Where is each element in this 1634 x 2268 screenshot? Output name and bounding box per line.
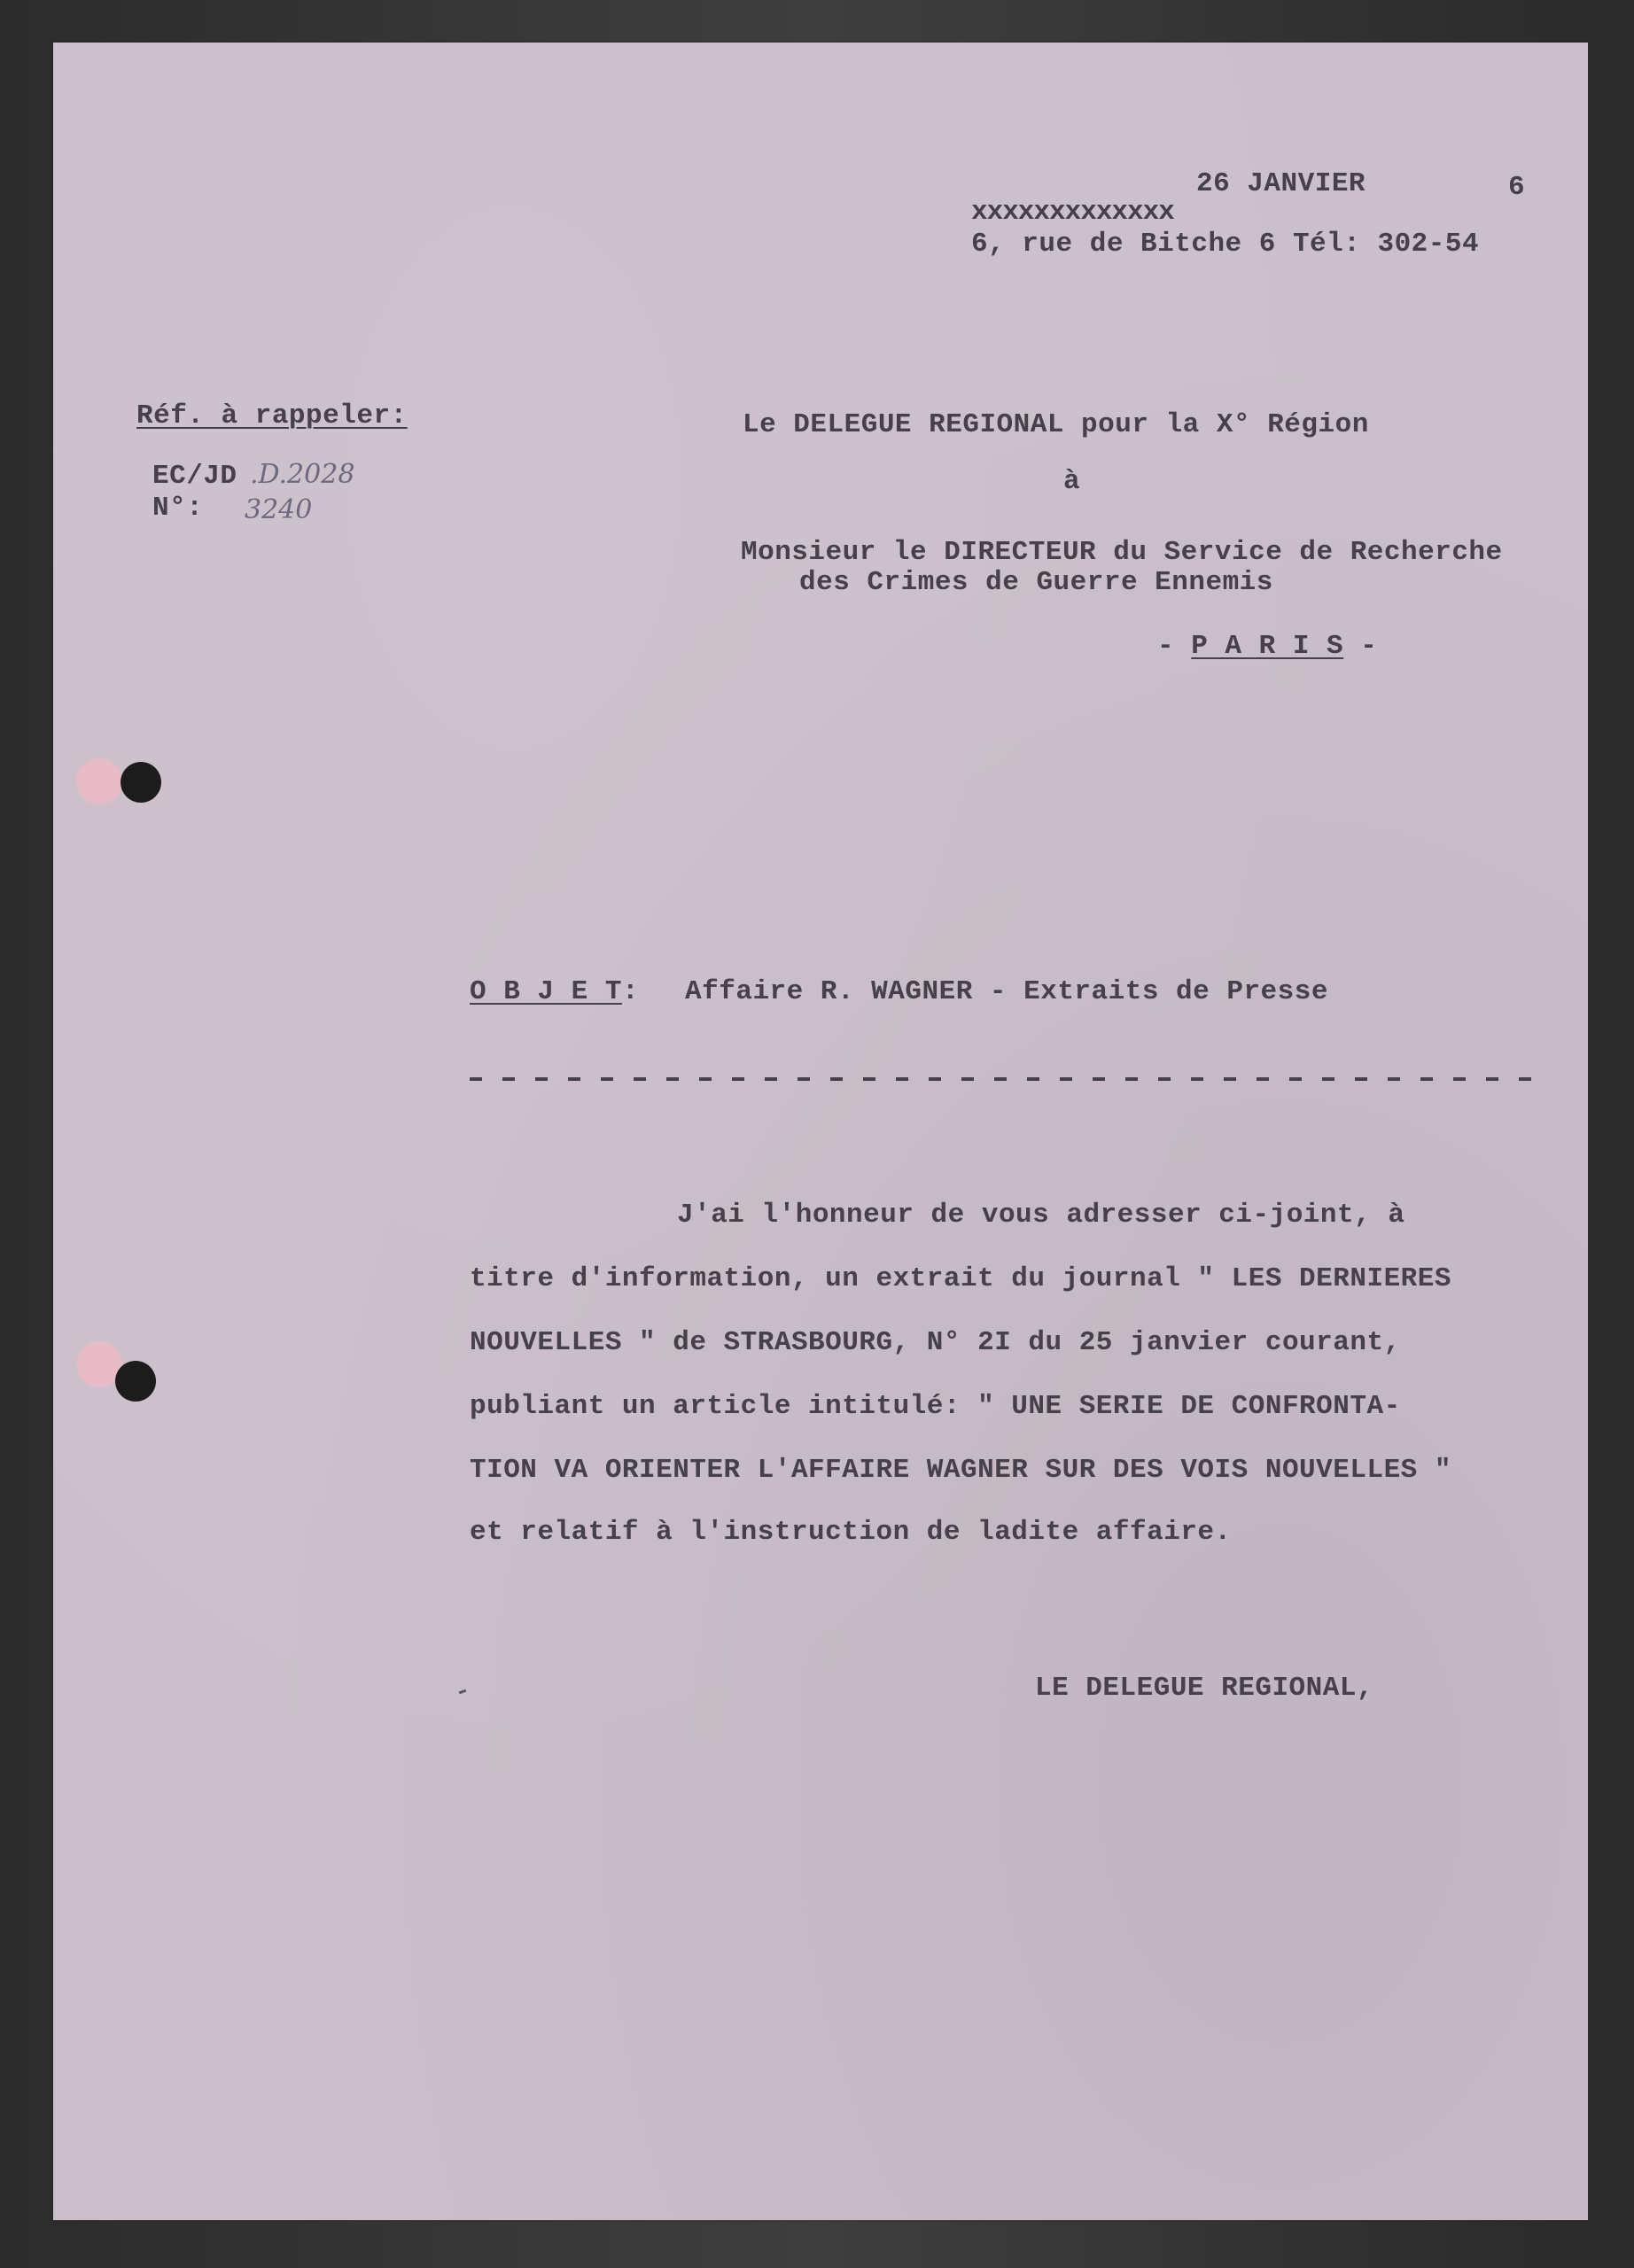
punch-hole-bottom	[115, 1361, 156, 1402]
subject-label: O B J E T	[470, 976, 622, 1007]
header-address: 6, rue de Bitche 6 Tél: 302-54	[971, 229, 1480, 260]
to-line: à	[1063, 466, 1081, 497]
city-line	[1157, 631, 1377, 663]
stray-ink-mark	[459, 1689, 467, 1695]
body-line-5: TION VA ORIENTER L'AFFAIRE WAGNER SUR DES VOIS NOUVELLES "	[470, 1455, 1451, 1486]
letter-page	[53, 43, 1588, 2220]
recipient-line-1: Monsieur le DIRECTEUR du Service de Recherche	[741, 537, 1503, 568]
reference-number-handwritten: 3240	[245, 494, 313, 525]
body-line-4: publiant un article intitulé: " UNE SERIE DE CONFRONTA-	[470, 1391, 1401, 1422]
scan-edge-strip	[1588, 0, 1634, 2268]
body-line-3: NOUVELLES " de STRASBOURG, N° 2I du 25 janvier courant,	[470, 1327, 1401, 1358]
city-dash-right: -	[1343, 631, 1378, 662]
body-line-1: J'ai l'honneur de vous adresser ci-joint, à	[677, 1200, 1405, 1231]
subject-line	[470, 976, 1328, 1008]
subject-text: Affaire R. WAGNER - Extraits de Presse	[685, 976, 1328, 1007]
reference-label: Réf. à rappeler:	[136, 400, 408, 431]
signature-line: LE DELEGUE REGIONAL,	[1035, 1673, 1374, 1704]
recipient-line-2: des Crimes de Guerre Ennemis	[799, 567, 1273, 598]
city-name: P A R I S	[1191, 631, 1344, 662]
sender-line: Le DELEGUE REGIONAL pour la X° Région	[743, 409, 1369, 440]
header-page-number: 6	[1508, 172, 1526, 203]
city-dash-left: -	[1157, 631, 1192, 662]
body-line-6: et relatif à l'instruction de ladite affaire.	[470, 1517, 1232, 1548]
header-struck-text: xxxxxxxxxxxxx	[971, 197, 1174, 228]
header-date: 26 JANVIER	[1196, 168, 1366, 199]
punch-hole-top	[121, 762, 161, 803]
separator-dashes	[470, 1077, 1542, 1081]
reference-number-label: N°:	[152, 493, 204, 524]
reference-ec: EC/JD	[152, 461, 237, 492]
punch-hole-shadow-top	[76, 758, 122, 804]
body-line-2: titre d'information, un extrait du journal " LES DERNIERES	[470, 1263, 1451, 1294]
subject-colon: :	[621, 976, 640, 1007]
reference-ec-handwritten: .D.2028	[250, 459, 355, 490]
